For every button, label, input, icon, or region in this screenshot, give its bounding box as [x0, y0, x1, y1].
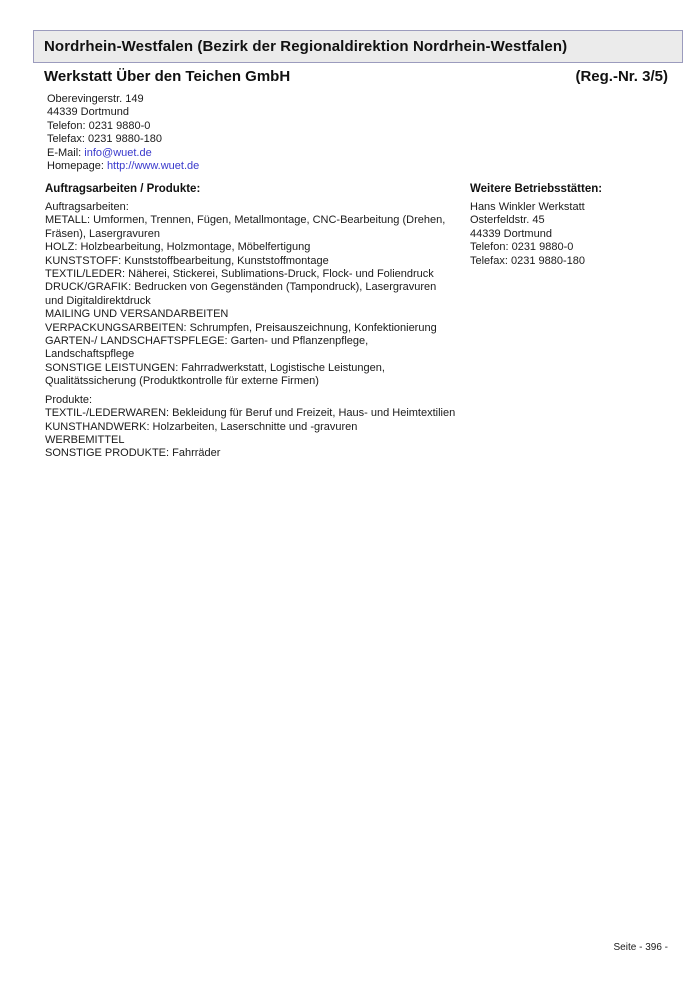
homepage-label: Homepage: [47, 160, 104, 173]
product-line: KUNSTHANDWERK: Holzarbeiten, Laserschnitte und -gravuren [45, 420, 358, 433]
service-line: GARTEN-/ LANDSCHAFTSPFLEGE: Garten- und Pflanzenpflege, Landschaftspflege [45, 335, 369, 361]
branch-line: Osterfeldstr. 45 [470, 214, 545, 227]
address-homepage-line [47, 160, 199, 173]
company-name: Werkstatt Über den Teichen GmbH [44, 68, 291, 85]
branch-line: Hans Winkler Werkstatt [470, 201, 585, 213]
address-street: Oberevingerstr. 149 [47, 93, 144, 105]
product-line: SONSTIGE PRODUKTE: Fahrräder [45, 447, 221, 460]
branch-line: 44339 Dortmund [470, 227, 552, 240]
region-header-bar [33, 30, 683, 63]
services-paragraph [45, 201, 457, 389]
region-title: Nordrhein-Westfalen (Bezirk der Regionaldirektion Nordrhein-Westfalen) [44, 38, 568, 55]
service-line: TEXTIL/LEDER: Näherei, Stickerei, Sublimations-Druck, Flock- und Foliendruck [45, 268, 434, 281]
homepage-link[interactable]: http://www.wuet.de [106, 160, 200, 173]
service-line: MAILING UND VERSANDARBEITEN [45, 308, 229, 321]
branch-address [470, 201, 685, 268]
service-line: DRUCK/GRAFIK: Bedrucken von Gegenständen (Tampondruck), Lasergravuren und Digitaldirektdruck [45, 281, 437, 307]
address-city: 44339 Dortmund [47, 106, 129, 119]
registration-number: (Reg.-Nr. 3/5) [575, 68, 668, 85]
service-line: METALL: Umformen, Trennen, Fügen, Metallmontage, CNC-Bearbeitung (Drehen, Fräsen), Lasergravuren [45, 214, 446, 240]
page-number: Seite - 396 - [613, 942, 668, 953]
services-products-heading: Auftragsarbeiten / Produkte: [45, 183, 201, 195]
service-line: SONSTIGE LEISTUNGEN: Fahrradwerkstatt, Logistische Leistungen, Qualitätssicherung (Produktkontrolle für externe Firmen) [45, 361, 385, 388]
product-line: WERBEMITTEL [45, 433, 125, 446]
branch-line: Telefax: 0231 9880-180 [470, 254, 585, 267]
email-link[interactable]: info@wuet.de [84, 146, 152, 159]
product-line: Produkte: [45, 393, 93, 406]
address-phone: Telefon: 0231 9880-0 [47, 119, 151, 132]
content-columns [45, 183, 685, 461]
email-label: E-Mail: [47, 146, 82, 159]
services-products-column [45, 183, 457, 461]
service-line: Auftragsarbeiten: [45, 201, 129, 213]
branches-column [470, 183, 685, 461]
branches-heading: Weitere Betriebsstätten: [470, 183, 603, 195]
service-line: KUNSTSTOFF: Kunststoffbearbeitung, Kunststoffmontage [45, 254, 329, 267]
branch-line: Telefon: 0231 9880-0 [470, 241, 574, 254]
company-title-row [44, 68, 668, 85]
service-line: HOLZ: Holzbearbeitung, Holzmontage, Möbelfertigung [45, 241, 311, 254]
address-email-line [47, 147, 199, 160]
product-line: TEXTIL-/LEDERWAREN: Bekleidung für Beruf und Freizeit, Haus- und Heimtextilien [45, 407, 456, 420]
address-fax: Telefax: 0231 9880-180 [47, 133, 162, 146]
products-paragraph [45, 394, 457, 461]
company-address-block [47, 93, 199, 173]
service-line: VERPACKUNGSARBEITEN: Schrumpfen, Preisauszeichnung, Konfektionierung [45, 321, 437, 334]
